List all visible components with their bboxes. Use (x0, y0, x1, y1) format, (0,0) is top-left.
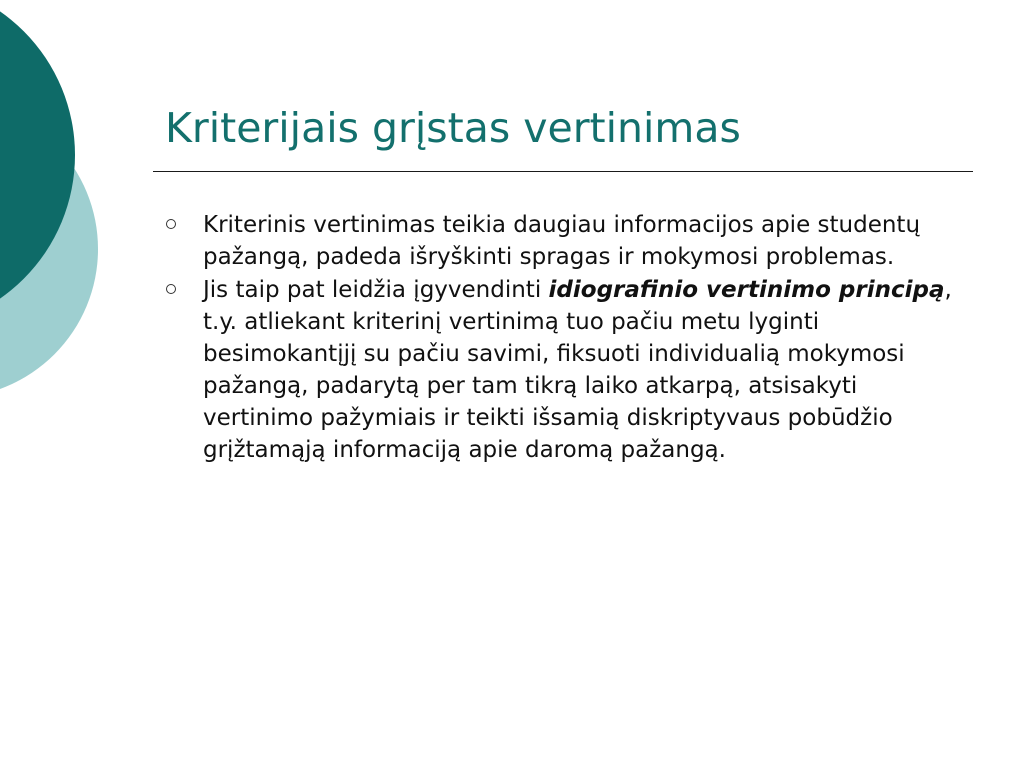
bullet-text-after: , t.y. atliekant kriterinį vertinimą tuo pačiu metu lyginti besimokantįjį su pačiu savimi, fiksuoti individualią mokymosi pažangą, padarytą per tam tikrą laiko atkarpą, atsisakyti vertinimo pažymiais ir teikti išsamią diskriptyvaus pobūdžio grįžtamąją informaciją apie daromą pažangą. (203, 277, 952, 463)
hollow-circle-bullet-icon (166, 284, 176, 294)
bullet-text: Kriterinis vertinimas teikia daugiau informacijos apie studentų pažangą, padeda išryškinti spragas ir mokymosi problemas. (203, 212, 921, 270)
bullet-item-2 (163, 274, 963, 466)
bullet-emphasis: idiografinio vertinimo principą (548, 277, 945, 303)
bullet-item-1 (163, 209, 963, 273)
slide-title: Kriterijais grįstas vertinimas (165, 104, 741, 152)
bullet-text-before: Jis taip pat leidžia įgyvendinti (203, 277, 549, 303)
hollow-circle-bullet-icon (166, 219, 176, 229)
bullet-list (163, 209, 963, 467)
title-divider (153, 171, 973, 172)
